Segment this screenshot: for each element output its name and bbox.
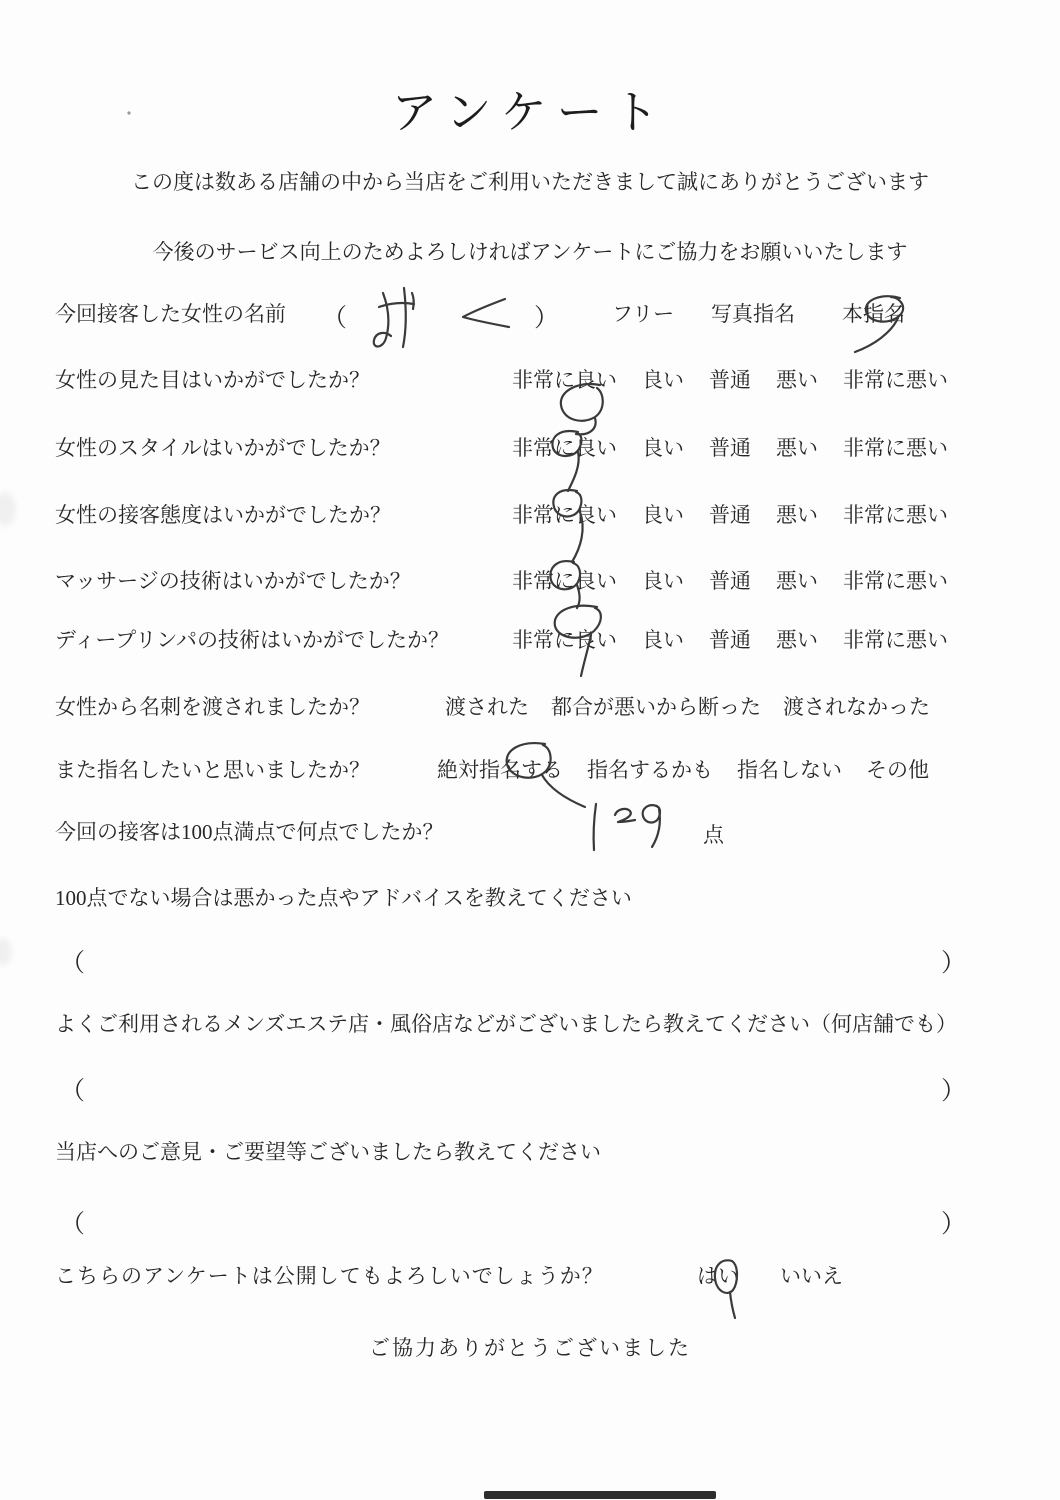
option-received: 渡された bbox=[445, 695, 529, 719]
open-paren: （ bbox=[60, 950, 86, 977]
question-label: 女性のスタイルはいかがでしたか？ bbox=[55, 436, 391, 460]
advice-question-label: 100点でない場合は悪かった点やアドバイスを教えてください bbox=[55, 886, 632, 910]
rating-options bbox=[512, 569, 948, 593]
option-definitely: 絶対指名する bbox=[437, 758, 563, 782]
question-label: マッサージの技術はいかがでしたか？ bbox=[55, 569, 411, 593]
score-unit-label: 点 bbox=[703, 823, 724, 847]
close-paren: ） bbox=[941, 950, 967, 977]
option-very-bad: 非常に悪い bbox=[843, 628, 948, 652]
question-label: 女性の見た目はいかがでしたか？ bbox=[55, 368, 370, 392]
rating-options bbox=[512, 503, 948, 527]
option-maybe: 指名するかも bbox=[587, 758, 713, 782]
close-paren: ） bbox=[534, 305, 560, 332]
question-label: 今回接客した女性の名前 bbox=[55, 302, 286, 326]
option-good: 良い bbox=[642, 368, 684, 392]
option-very-bad: 非常に悪い bbox=[843, 503, 948, 527]
question-label: また指名したいと思いましたか？ bbox=[55, 758, 370, 782]
question-label: 女性の接客態度はいかがでしたか？ bbox=[55, 503, 391, 527]
intro-line-1: この度は数ある店舗の中から当店をご利用いただきまして誠にありがとうございます bbox=[131, 170, 929, 194]
option-yes: はい bbox=[697, 1264, 739, 1288]
option-normal: 普通 bbox=[709, 503, 751, 527]
option-bad: 悪い bbox=[776, 503, 818, 527]
option-good: 良い bbox=[642, 569, 684, 593]
option-bad: 悪い bbox=[776, 368, 818, 392]
option-bad: 悪い bbox=[776, 569, 818, 593]
rating-options bbox=[512, 368, 948, 392]
option-very-good: 非常に良い bbox=[512, 569, 617, 593]
rating-options bbox=[512, 628, 948, 652]
option-very-good: 非常に良い bbox=[512, 628, 617, 652]
question-label: こちらのアンケートは公開してもよろしいでしょうか？ bbox=[55, 1264, 604, 1288]
intro-line-2: 今後のサービス向上のためよろしければアンケートにご協力をお願いいたします bbox=[152, 240, 908, 264]
option-bad: 悪い bbox=[776, 436, 818, 460]
card-options bbox=[445, 695, 930, 719]
question-label: ディープリンパの技術はいかがでしたか？ bbox=[55, 628, 449, 652]
option-other: その他 bbox=[866, 758, 929, 782]
shops-question-label: よくご利用されるメンズエステ店・風俗店などがございましたら教えてください（何店舗でも） bbox=[55, 1012, 957, 1036]
open-paren: （ bbox=[322, 305, 348, 332]
option-very-bad: 非常に悪い bbox=[843, 368, 948, 392]
option-normal: 普通 bbox=[709, 368, 751, 392]
option-very-bad: 非常に悪い bbox=[843, 436, 948, 460]
option-good: 良い bbox=[642, 628, 684, 652]
opinion-question-label: 当店へのご意見・ご要望等ございましたら教えてください bbox=[55, 1140, 601, 1164]
page-title: アンケート bbox=[391, 87, 669, 138]
option-good: 良い bbox=[642, 503, 684, 527]
open-paren: （ bbox=[60, 1211, 86, 1238]
question-label: 女性から名刺を渡されましたか？ bbox=[55, 695, 370, 719]
option-very-good: 非常に良い bbox=[512, 368, 617, 392]
open-paren: （ bbox=[60, 1078, 86, 1105]
option-good: 良い bbox=[642, 436, 684, 460]
option-free: フリー bbox=[612, 302, 675, 326]
scan-smudge bbox=[0, 492, 16, 526]
option-no: 指名しない bbox=[737, 758, 842, 782]
scan-smudge bbox=[0, 938, 12, 966]
question-label: 今回の接客は100点満点で何点でしたか？ bbox=[55, 820, 444, 844]
option-normal: 普通 bbox=[709, 436, 751, 460]
scan-artifact-bar bbox=[484, 1491, 716, 1499]
option-photo-shimei: 写真指名 bbox=[711, 302, 795, 326]
option-declined: 都合が悪いから断った bbox=[551, 695, 761, 719]
option-normal: 普通 bbox=[709, 628, 751, 652]
option-normal: 普通 bbox=[709, 569, 751, 593]
option-very-bad: 非常に悪い bbox=[843, 569, 948, 593]
option-no: いいえ bbox=[780, 1264, 843, 1288]
rating-options bbox=[512, 436, 948, 460]
option-very-good: 非常に良い bbox=[512, 436, 617, 460]
closing-text: ご協力ありがとうございました bbox=[369, 1336, 691, 1360]
option-very-good: 非常に良い bbox=[512, 503, 617, 527]
option-bad: 悪い bbox=[776, 628, 818, 652]
option-not-received: 渡されなかった bbox=[783, 695, 930, 719]
rebook-options bbox=[437, 758, 929, 782]
handwritten-score-strokes bbox=[594, 804, 660, 850]
close-paren: ） bbox=[941, 1211, 967, 1238]
close-paren: ） bbox=[941, 1078, 967, 1105]
option-hon-shimei: 本指名 bbox=[842, 302, 905, 326]
handwritten-name-strokes bbox=[374, 288, 509, 347]
